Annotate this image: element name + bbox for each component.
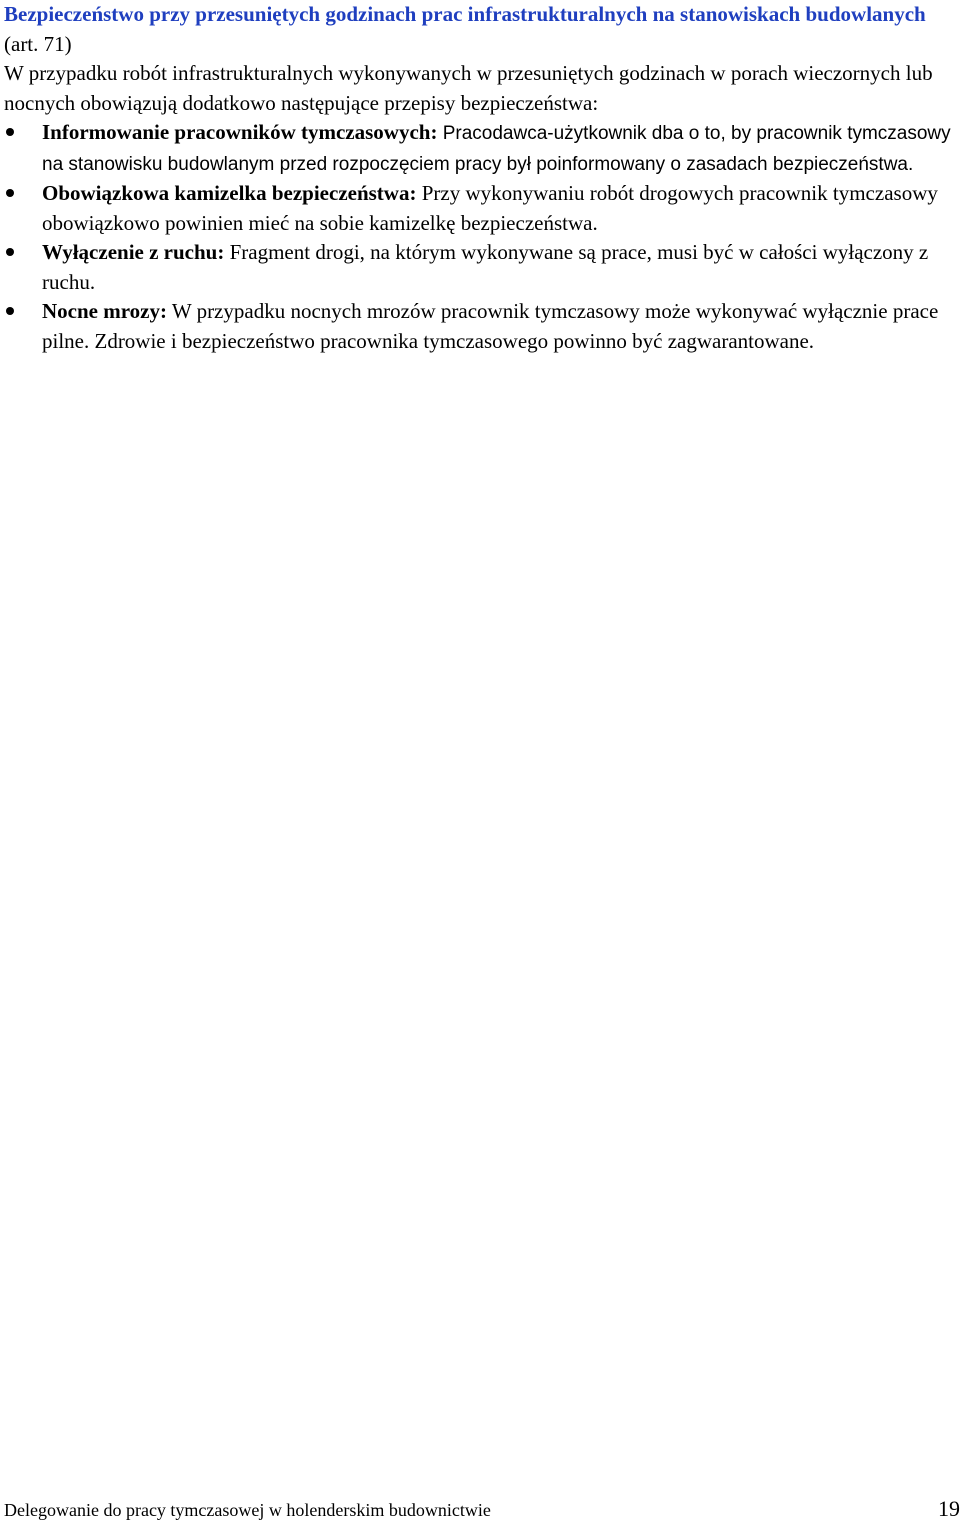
section-title [4, 0, 958, 59]
bullet-icon [6, 189, 14, 197]
bullet-icon [6, 128, 14, 136]
section-title-text: Bezpieczeństwo przy przesuniętych godzinach prac infrastrukturalnych na stanowiskach budowlanych [4, 2, 926, 26]
rule-label: Wyłączenie z ruchu: [42, 240, 225, 264]
rule-label: Informowanie pracowników tymczasowych: [42, 120, 438, 144]
rule-text: Przy wykonywaniu robót drogowych pracownik tymczasowy obowiązkowo powinien mieć na sobie kamizelkę bezpieczeństwa. [42, 181, 938, 235]
rule-safety-vest [4, 179, 958, 238]
rule-temporary-worker-information [4, 118, 958, 179]
rule-text: Pracodawca-użytkownik dba o to, by pracownik tymczasowy na stanowisku budowlanym przed rozpoczęciem pracy był poinformowany o zasadach bezpieczeństwa. [42, 123, 951, 175]
bullet-icon [6, 307, 14, 315]
footer-title: Delegowanie do pracy tymczasowej w holenderskim budownictwie [4, 1500, 491, 1520]
rule-night-frost [4, 297, 958, 356]
bullet-icon [6, 248, 14, 256]
safety-rules-list [4, 118, 958, 356]
main-content [4, 0, 958, 356]
page-number: 19 [938, 1496, 960, 1521]
article-reference: (art. 71) [4, 31, 72, 56]
rule-text: W przypadku nocnych mrozów pracownik tymczasowy może wykonywać wyłącznie prace pilne. Zdrowie i bezpieczeństwo pracownika tymczasowego powinno być zagwarantowane. [42, 299, 939, 353]
rule-traffic-closure [4, 238, 958, 297]
page-footer [4, 1496, 960, 1526]
intro-paragraph: W przypadku robót infrastrukturalnych wykonywanych w przesuniętych godzinach w porach wieczornych lub nocnych obowiązują dodatkowo następujące przepisy bezpieczeństwa: [4, 61, 933, 115]
rule-label: Nocne mrozy: [42, 299, 167, 323]
rule-label: Obowiązkowa kamizelka bezpieczeństwa: [42, 181, 417, 205]
rule-text: Fragment drogi, na którym wykonywane są prace, musi być w całości wyłączony z ruchu. [42, 240, 929, 294]
